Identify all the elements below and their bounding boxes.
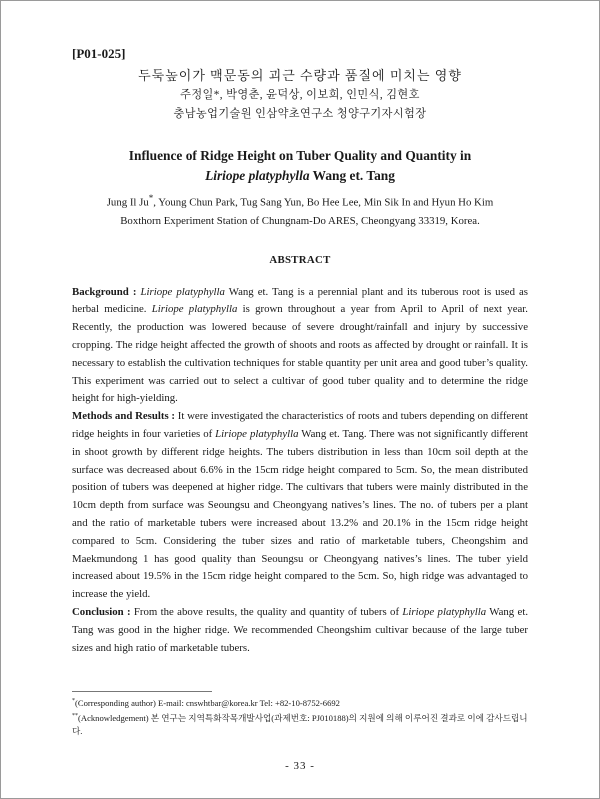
paper-page xyxy=(72,46,528,657)
other-authors: , Young Chun Park, Tug Sang Yun, Bo Hee Lee, Min Sik In and Hyun Ho Kim xyxy=(153,196,494,209)
species-name: Liriope platyphylla xyxy=(402,605,487,618)
conclusion-text-2: Wang et. Tang was good in the higher ridge. We recommended Cheongshim cultivar because of the large tuber sizes and high ratio of marketable tubers. xyxy=(72,605,529,654)
background-text-2: is grown throughout a year from April to April of next year. Recently, the production was lowered because of severe drought/rainfall and injury by successive cropping. The ridge height affected the growth of shoots and roots as affected by drought or rainfall. It is necessary to establish the cultivation techniques for stable quantity per unit area and good tuber’s quality. This experiment was carried out to select a cultivar of good tuber quality and to determine the ridge height for high-yielding. xyxy=(72,303,528,405)
methods-label: Methods and Results : xyxy=(72,410,176,423)
korean-authors: 주정일*, 박영춘, 윤덕상, 이보희, 인민식, 김현호 xyxy=(180,89,420,101)
methods-text-1: It were investigated the characteristics of roots and tubers depending on different ridge heights in four varieties of xyxy=(72,410,528,440)
title-line1: Influence of Ridge Height on Tuber Quality and Quantity in xyxy=(128,148,472,163)
abstract-heading: ABSTRACT xyxy=(269,253,331,266)
korean-title: 두둑높이가 맥문동의 괴근 수량과 품질에 미치는 영향 xyxy=(138,68,462,83)
footnote-text: (Corresponding author) E-mail: cnswhtbar@korea.kr Tel: +82-10-8752-6692 xyxy=(75,697,340,708)
english-title xyxy=(72,146,528,186)
poster-code: [P01-025] xyxy=(72,46,126,61)
conclusion-text-1: From the above results, the quality and quantity of tubers of xyxy=(130,605,403,618)
english-authors xyxy=(72,189,528,212)
background-text-1: is a perennial plant and its tuberous root is used as herbal medicine. xyxy=(72,285,529,316)
species-name: Liriope platyphylla xyxy=(215,427,299,440)
page-number: - 33 - xyxy=(285,760,315,772)
species-name: Liriope platyphylla xyxy=(140,285,225,298)
footnote-corresponding xyxy=(72,695,528,710)
first-author: Jung Il Ju xyxy=(106,196,149,209)
corresponding-mark: * xyxy=(148,193,154,203)
conclusion-label: Conclusion : xyxy=(72,605,131,618)
background-label: Background : xyxy=(72,285,137,298)
methods-text-2: Wang et. Tang. There was not significantly different in shoot growth by different ridge heights. The tubers distribution in less than 10cm soil depth at the surface was decreased about 6.6% in the 15cm ridge height compared to 5cm. So, the mean distributed position of tubers was deepened at higher ridge. The cultivars that tubers were mainly distributed in the 10cm depth from surface was Seoungsu and Cheongyang natives’s lines. The no. of tubers per a plant and the ratio of marketable tubers were increased about 13.2% and 20.1% in the 15cm ridge height compared to 5cm. Considering the tuber sizes and ratio of marketable tubers, Cheongshim and Maekmundong 1 has good quality than Seoungsu or Cheongyang natives’s lines. The tuber yield increased about 19.5% in the 15cm ridge height compared to the 5cm. So, high ridge was advantaged to increase the yield. xyxy=(72,427,528,601)
footnote-rule xyxy=(72,691,212,692)
footnote-mark: ** xyxy=(72,712,78,719)
footnotes xyxy=(72,691,528,738)
title-species: Liriope platyphylla xyxy=(205,168,310,183)
footnote-acknowledgement xyxy=(72,710,528,738)
species-name: Liriope platyphylla xyxy=(151,303,238,316)
korean-affiliation: 충남농업기술원 인삼약초연구소 청양구기자시험장 xyxy=(173,108,427,120)
english-affiliation: Boxthorn Experiment Station of Chungnam-Do ARES, Cheongyang 33319, Korea. xyxy=(120,214,480,227)
abstract-body xyxy=(72,284,528,658)
footnote-text: (Acknowledgement) 본 연구는 지역특화작목개발사업(과제번호: PJ010188)의 지원에 의해 이루어진 결과로 이에 감사드립니다. xyxy=(72,712,528,736)
methods-paragraph xyxy=(72,408,528,604)
background-paragraph: Background : Liriope platyphylla Wang et. Tang is a perennial plant and its tuberous root is used as herbal medicine. Liriope platyphylla is grown throughout a year from April to April of next year. Recently, the production was lowered because of severe drought/rainfall and injury by successive cropping. The ridge height affected the growth of shoots and roots as affected by drought or rainfall. It is necessary to establish the cultivation techniques for stable quantity per unit area and good tuber’s quality. This experiment was carried out to select a cultivar of good tuber quality and to determine the ridge height for high-yielding. xyxy=(72,285,529,405)
conclusion-paragraph xyxy=(72,604,528,657)
title-suffix: Wang et. Tang xyxy=(309,168,395,183)
footnote-mark: * xyxy=(72,698,75,704)
